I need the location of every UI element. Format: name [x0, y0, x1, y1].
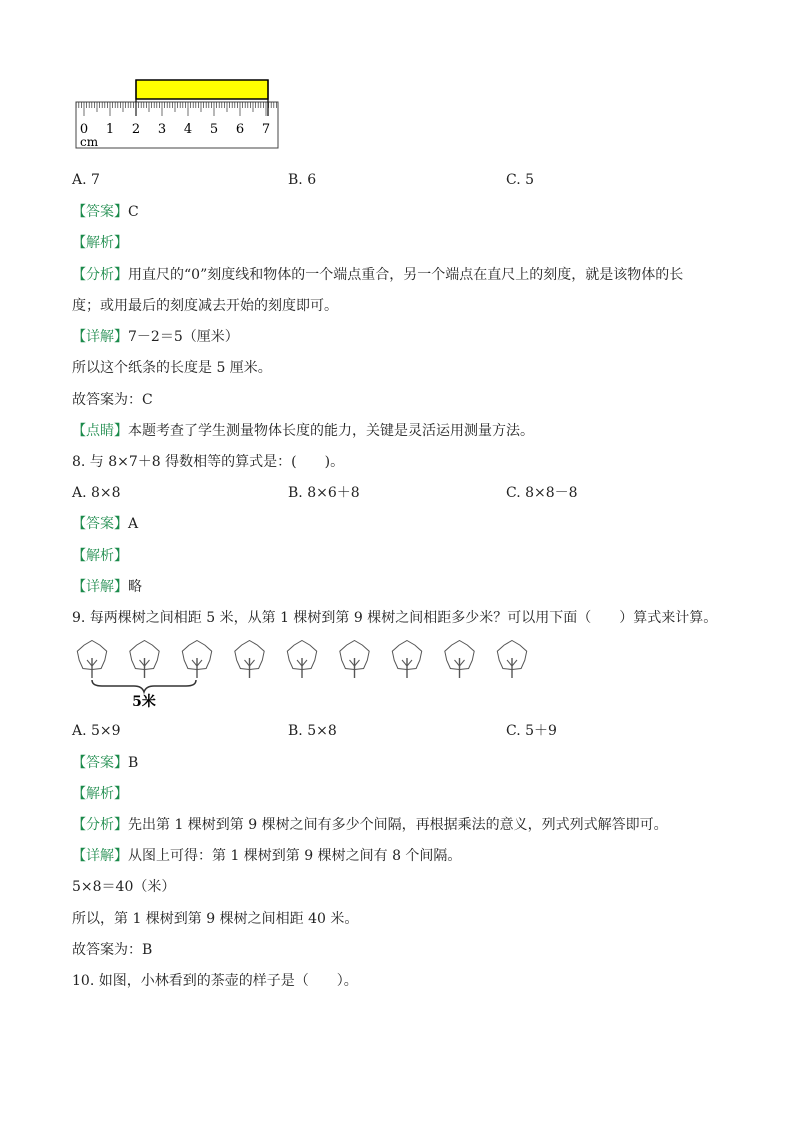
tree-icon: [235, 641, 264, 679]
answer-value: C: [128, 204, 139, 220]
q8-answer: [72, 514, 138, 534]
detail-text: 7－2＝5（厘米）: [128, 329, 239, 345]
q9-detail: [72, 846, 461, 866]
tree-icon: [287, 641, 316, 679]
q7-option-c: C. 5: [506, 172, 535, 188]
q8-option-b: B. 8×6＋8: [288, 485, 360, 501]
tree-icon: [182, 641, 211, 679]
q7-detail: [72, 327, 239, 347]
analysis-tag: 【解析】: [72, 235, 128, 251]
q10-question: 10. 如图，小林看到的茶壶的样子是（ ）。: [72, 973, 358, 989]
q7-so-line: 所以这个纸条的长度是 5 厘米。: [72, 360, 272, 376]
ruler-number: 2: [131, 122, 141, 137]
answer-value: A: [128, 516, 139, 532]
ruler-unit: cm: [80, 135, 99, 149]
ruler-number: 3: [157, 122, 167, 137]
answer-tag: 【答案】: [72, 516, 128, 532]
fenxi-text: 用直尺的“0”刻度线和物体的一个端点重合，另一个端点在直尺上的刻度，就是该物体的长: [128, 267, 684, 283]
q9-option-c: C. 5＋9: [506, 723, 557, 739]
q7-analysis: [72, 233, 128, 253]
analysis-tag: 【解析】: [72, 548, 128, 564]
fenxi-tag: 【分析】: [72, 267, 128, 283]
detail-tag: 【详解】: [72, 848, 128, 864]
tree-icon: [445, 641, 474, 679]
detail-tag: 【详解】: [72, 579, 128, 595]
ruler-number: 0: [79, 122, 89, 137]
ruler-svg: [74, 76, 282, 150]
q7-answer: [72, 202, 139, 222]
detail-text: 从图上可得：第 1 棵树到第 9 棵树之间有 8 个间隔。: [128, 848, 462, 864]
q7-option-b: B. 6: [288, 172, 317, 188]
detail-text: 略: [128, 579, 142, 595]
tree-icon: [497, 641, 526, 679]
q9-calc: 5×8＝40（米）: [72, 879, 176, 895]
detail-tag: 【详解】: [72, 329, 128, 345]
distance-brace: [92, 680, 196, 692]
q7-fenxi: [72, 265, 683, 285]
tree-icon: [130, 641, 159, 679]
q9-option-b: B. 5×8: [288, 723, 337, 739]
comment-tag: 【点睛】: [72, 423, 128, 439]
q7-option-a: A. 7: [72, 172, 100, 188]
answer-tag: 【答案】: [72, 204, 128, 220]
ruler-number: 5: [209, 122, 219, 137]
q9-fenxi: [72, 815, 668, 835]
q8-option-c: C. 8×8－8: [506, 485, 578, 501]
q9-question: 9. 每两棵树之间相距 5 米，从第 1 棵树到第 9 棵树之间相距多少米？可以用下面（ ）算式来计算。: [72, 610, 718, 626]
q9-answer: [72, 753, 138, 773]
q7-fenxi-line2: 度；或用最后的刻度减去开始的刻度即可。: [72, 298, 338, 314]
ruler-figure: [74, 76, 282, 150]
q9-option-a: A. 5×9: [72, 723, 121, 739]
analysis-tag: 【解析】: [72, 786, 128, 802]
q8-detail: [72, 577, 142, 597]
fenxi-text: 先出第 1 棵树到第 9 棵树之间有多少个间隔，再根据乘法的意义，列式列式解答即可。: [128, 817, 668, 833]
q9-final: 故答案为：B: [72, 942, 153, 958]
ruler-number: 6: [235, 122, 245, 137]
q9-analysis: [72, 784, 128, 804]
answer-tag: 【答案】: [72, 755, 128, 771]
paper-strip: [136, 80, 268, 99]
ruler-number: 1: [105, 122, 115, 137]
q8-option-a: A. 8×8: [72, 485, 121, 501]
q7-comment: [72, 421, 534, 441]
tree-icon: [340, 641, 369, 679]
answer-value: B: [128, 755, 139, 771]
trees-figure: [72, 640, 532, 708]
trees-svg: [72, 640, 532, 708]
q9-so-line: 所以，第 1 棵树到第 9 棵树之间相距 40 米。: [72, 911, 359, 927]
q8-analysis: [72, 546, 128, 566]
tree-icon: [392, 641, 421, 679]
tree-icon: [77, 641, 106, 679]
fenxi-tag: 【分析】: [72, 817, 128, 833]
comment-text: 本题考查了学生测量物体长度的能力，关键是灵活运用测量方法。: [128, 423, 534, 439]
q7-final: 故答案为：C: [72, 392, 153, 408]
ruler-number: 7: [261, 122, 271, 137]
distance-label: 5米: [132, 694, 156, 708]
q8-question: 8. 与 8×7＋8 得数相等的算式是：( )。: [72, 454, 345, 470]
ruler-number: 4: [183, 122, 193, 137]
